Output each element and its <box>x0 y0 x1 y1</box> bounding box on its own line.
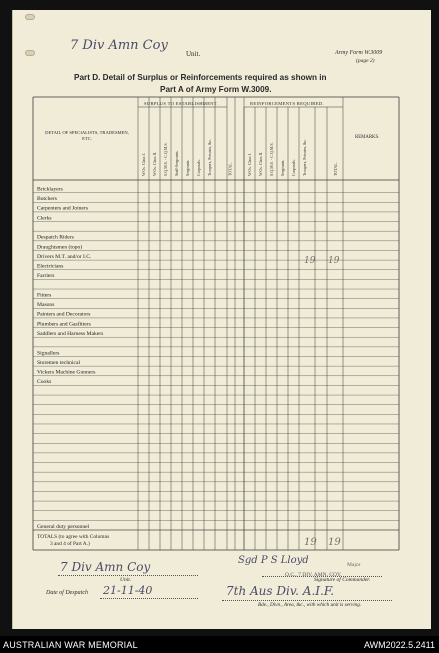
totals-label-sub: 3 and 4 of Part A.) <box>50 541 90 547</box>
drivers-troopers-entry: 19 <box>304 256 316 266</box>
column-header: Troopers, Privates, &c. <box>207 138 212 176</box>
column-header: Troopers, Privates, &c. <box>302 138 307 176</box>
formation-handwritten: 7th Aus Div. A.I.F. <box>226 584 335 598</box>
footer-accession-number: AWM2022.5.2411 <box>363 640 435 650</box>
column-header: W.Os. Class I. <box>141 153 146 176</box>
formation-dotted-line <box>222 600 392 601</box>
row-label: Fitters <box>37 292 52 299</box>
column-header: TOTAL. <box>333 162 338 176</box>
row-label: Saddlers and Harness Makers <box>37 331 104 338</box>
remarks-header: REMARKS. <box>355 135 380 140</box>
row-label: Butchers <box>37 196 57 203</box>
row-label: Bricklayers <box>37 186 63 193</box>
column-header: S.Q.M.S. - C.Q.M.S. <box>269 142 274 176</box>
column-header: TOTAL. <box>227 162 233 176</box>
row-label: Painters and Decorators <box>37 311 91 318</box>
despatch-date: 21-11-40 <box>103 584 153 597</box>
column-header: Sergeants. <box>185 159 190 176</box>
column-header: Sergeants. <box>280 159 285 176</box>
form-ref: Army Form W.3009 <box>335 50 383 56</box>
detail-column-header: DETAIL OF SPECIALISTS, TRADESMEN, ETC. <box>45 130 129 141</box>
row-label: Electricians <box>37 263 64 270</box>
totals-total-entry: 19 <box>328 537 341 548</box>
oc-stamp: O.C., 7 DIV. AMN. COY. <box>285 572 342 578</box>
row-label: Drivers M.T. and/or I.C. <box>37 253 92 260</box>
date-dotted-line <box>100 598 198 599</box>
column-header: S.Q.M.S. - C.Q.M.S. <box>163 142 168 176</box>
row-label: Clerks <box>37 215 52 222</box>
row-label: Draughtsmen (topo) <box>37 244 83 251</box>
form-title-line-2: Part A of Army Form W.3009. <box>160 85 272 94</box>
row-label: Vickers Machine Gunners <box>37 369 96 376</box>
column-header: Corporals. <box>196 159 201 176</box>
archive-footer <box>0 636 439 653</box>
row-label: Despatch Riders <box>37 234 74 241</box>
row-label: Carpenters and Joiners <box>37 205 88 212</box>
unit-label: Unit. <box>186 50 201 58</box>
signature-label: Signature of Commander. <box>314 577 371 583</box>
footer-institution: AUSTRALIAN WAR MEMORIAL <box>3 640 138 650</box>
drivers-total-entry: 19 <box>328 256 340 266</box>
unit-dotted-line <box>58 575 198 576</box>
rank: Major <box>347 562 361 568</box>
signature-unit-handwritten: 7 Div Amn Coy <box>60 560 151 574</box>
page-ref: (page 2) <box>356 58 375 64</box>
signature-unit-label: Unit. <box>120 577 132 583</box>
row-label: General duty personnel <box>37 523 90 530</box>
surplus-header: SURPLUS TO ESTABLISHMENT. <box>144 101 219 106</box>
totals-label: TOTALS (to agree with Columns <box>37 534 110 540</box>
despatch-label: Date of Despatch <box>46 590 88 596</box>
row-label: Farriers <box>37 273 55 280</box>
signed-name: Sgd P S Lloyd <box>238 555 309 566</box>
row-label: Plumbers and Gasfitters <box>37 321 91 328</box>
totals-troopers-entry: 19 <box>304 537 317 548</box>
row-label: Signallers <box>37 350 60 357</box>
column-header: Corporals. <box>291 159 296 176</box>
column-header: W.Os. Class I. <box>247 153 252 176</box>
row-label: Cooks <box>37 379 52 386</box>
row-label: Storemen technical <box>37 359 81 366</box>
column-header: Staff-Sergeants. <box>174 150 179 176</box>
reinforcements-header: REINFORCEMENTS REQUIRED. <box>250 101 324 106</box>
row-label: Masons <box>37 302 55 309</box>
form-title-line-1: Part D. Detail of Surplus or Reinforcements required as shown in <box>74 73 327 82</box>
unit-handwritten: 7 Div Amn Coy <box>70 38 168 53</box>
column-header: W.Os. Class II. <box>152 151 157 176</box>
formation-label: Bde., Divn., Area, &c., with which unit is serving. <box>258 602 362 608</box>
column-header: W.Os. Class II. <box>258 151 263 176</box>
